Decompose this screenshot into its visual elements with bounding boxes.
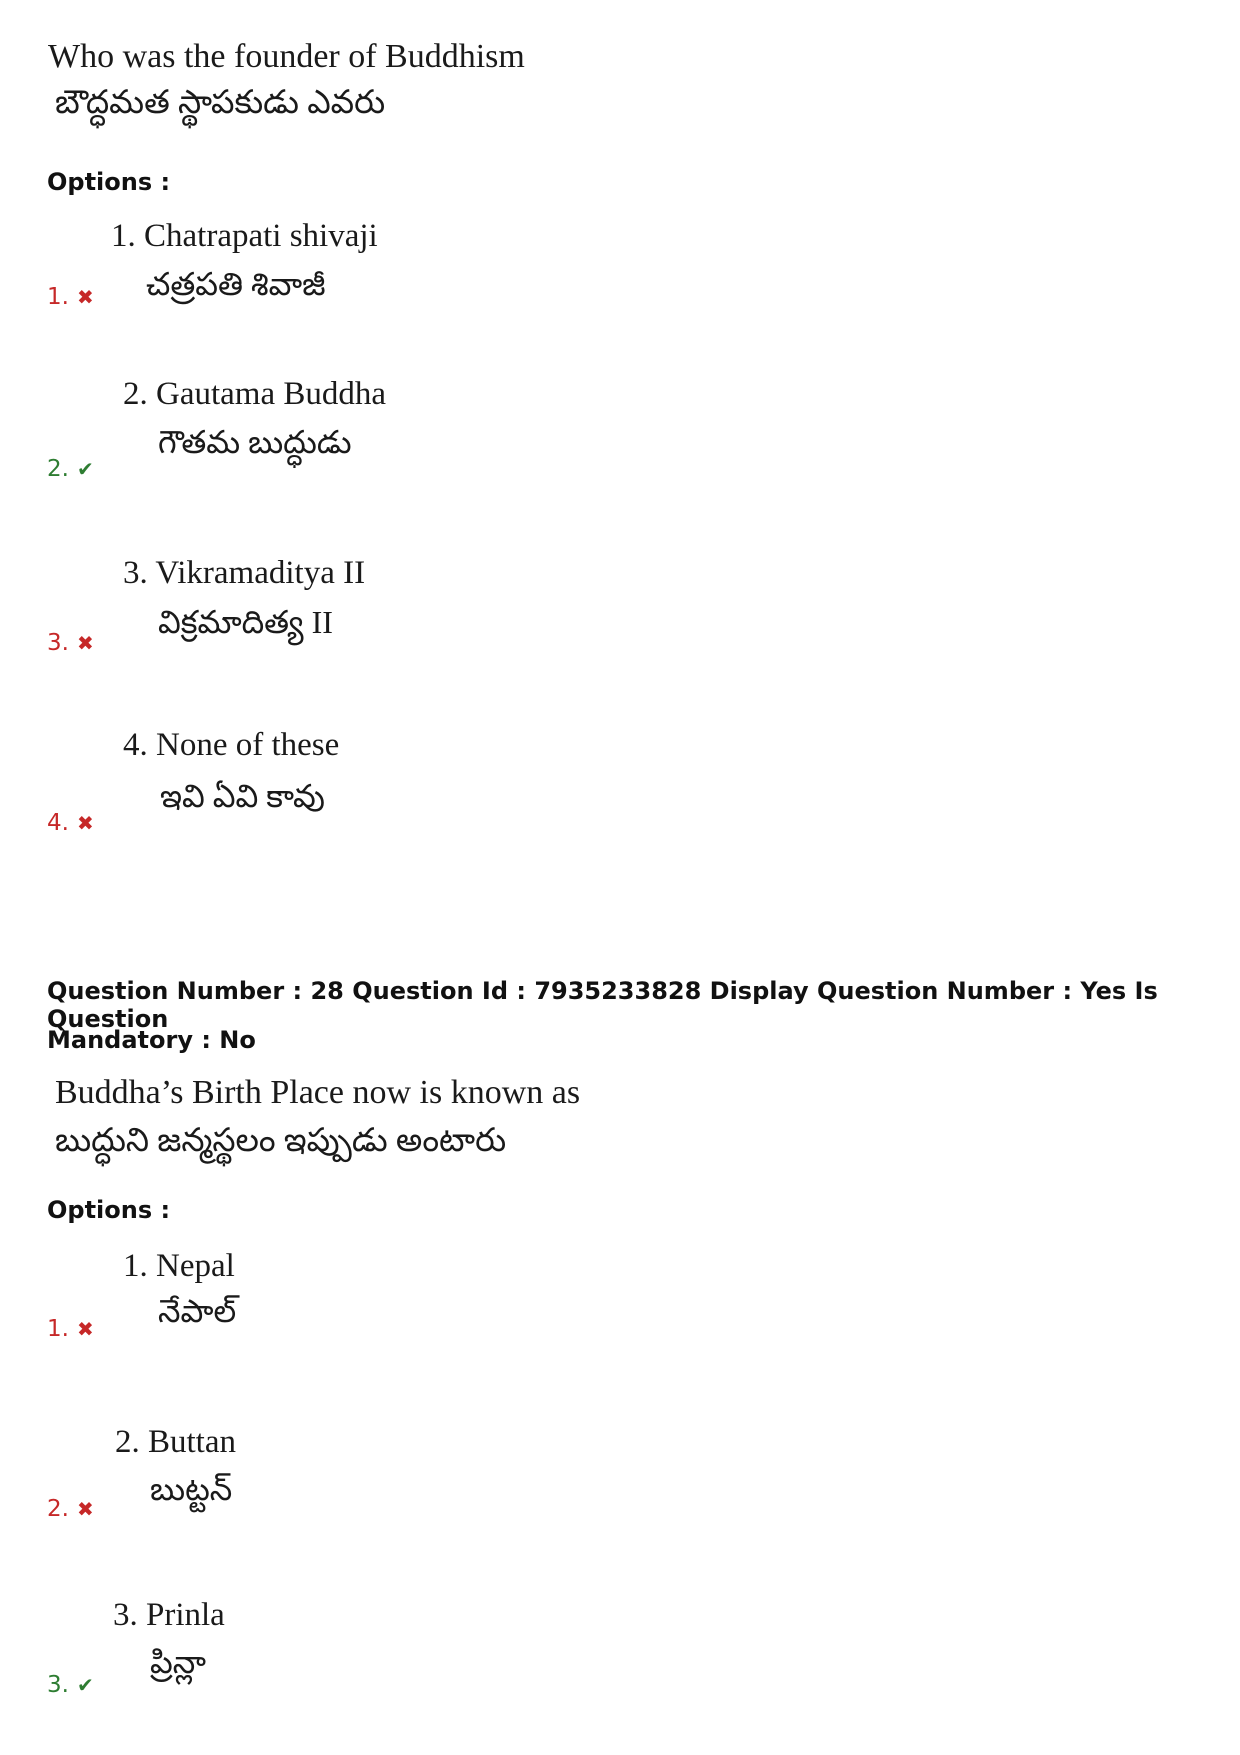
option-text-english: 1. Nepal	[123, 1248, 235, 1284]
option-marker	[47, 1316, 94, 1342]
option-number: 1.	[47, 1316, 69, 1342]
option-number: 2.	[47, 1496, 69, 1522]
option-text-telugu: విక్రమాదిత్య II	[158, 604, 333, 640]
option-marker	[47, 630, 94, 656]
question-text-english: Buddha’s Birth Place now is known as	[55, 1074, 581, 1111]
option-marker	[47, 284, 94, 310]
option-number: 3.	[47, 630, 69, 656]
option-marker	[47, 1672, 94, 1698]
question-text-english: Who was the founder of Buddhism	[48, 38, 525, 75]
question-meta-line: Question Number : 28 Question Id : 7935233828 Display Question Number : Yes Is Question	[47, 977, 1158, 1033]
options-label: Options :	[47, 168, 171, 196]
question-text-telugu: బౌద్ధమత స్థాపకుడు ఎవరు	[55, 85, 386, 121]
option-text-telugu: గౌతమ బుద్ధుడు	[158, 424, 352, 460]
option-text-telugu: ప్రిన్లా	[150, 1644, 207, 1680]
question-text-telugu: బుద్ధుని జన్మస్థలం ఇప్పుడు అంటారు	[55, 1123, 507, 1159]
option-marker	[47, 810, 94, 836]
check-icon: ✔	[76, 1673, 94, 1697]
question-meta-line: Mandatory : No	[47, 1026, 256, 1054]
option-text-english: 3. Prinla	[113, 1597, 225, 1633]
cross-icon: ✖	[76, 1317, 94, 1341]
cross-icon: ✖	[76, 285, 94, 309]
options-label: Options :	[47, 1196, 171, 1224]
option-text-english: 3. Vikramaditya II	[123, 555, 366, 591]
option-marker	[47, 1496, 94, 1522]
cross-icon: ✖	[76, 631, 94, 655]
cross-icon: ✖	[76, 811, 94, 835]
option-number: 1.	[47, 284, 69, 310]
check-icon: ✔	[76, 457, 94, 481]
option-text-english: 2. Buttan	[115, 1424, 236, 1460]
option-text-english: 4. None of these	[123, 727, 340, 763]
option-number: 2.	[47, 456, 69, 482]
option-marker	[47, 456, 94, 482]
option-text-telugu: చత్రపతి శివాజీ	[146, 266, 326, 302]
option-text-telugu: ఇవి ఏవి కావు	[160, 778, 325, 814]
option-text-english: 2. Gautama Buddha	[123, 376, 387, 412]
option-text-english: 1. Chatrapati shivaji	[111, 218, 378, 254]
option-number: 3.	[47, 1672, 69, 1698]
option-text-telugu: నేపాల్	[158, 1293, 237, 1329]
option-text-telugu: బుట్టన్	[150, 1471, 233, 1507]
cross-icon: ✖	[76, 1497, 94, 1521]
option-number: 4.	[47, 810, 69, 836]
